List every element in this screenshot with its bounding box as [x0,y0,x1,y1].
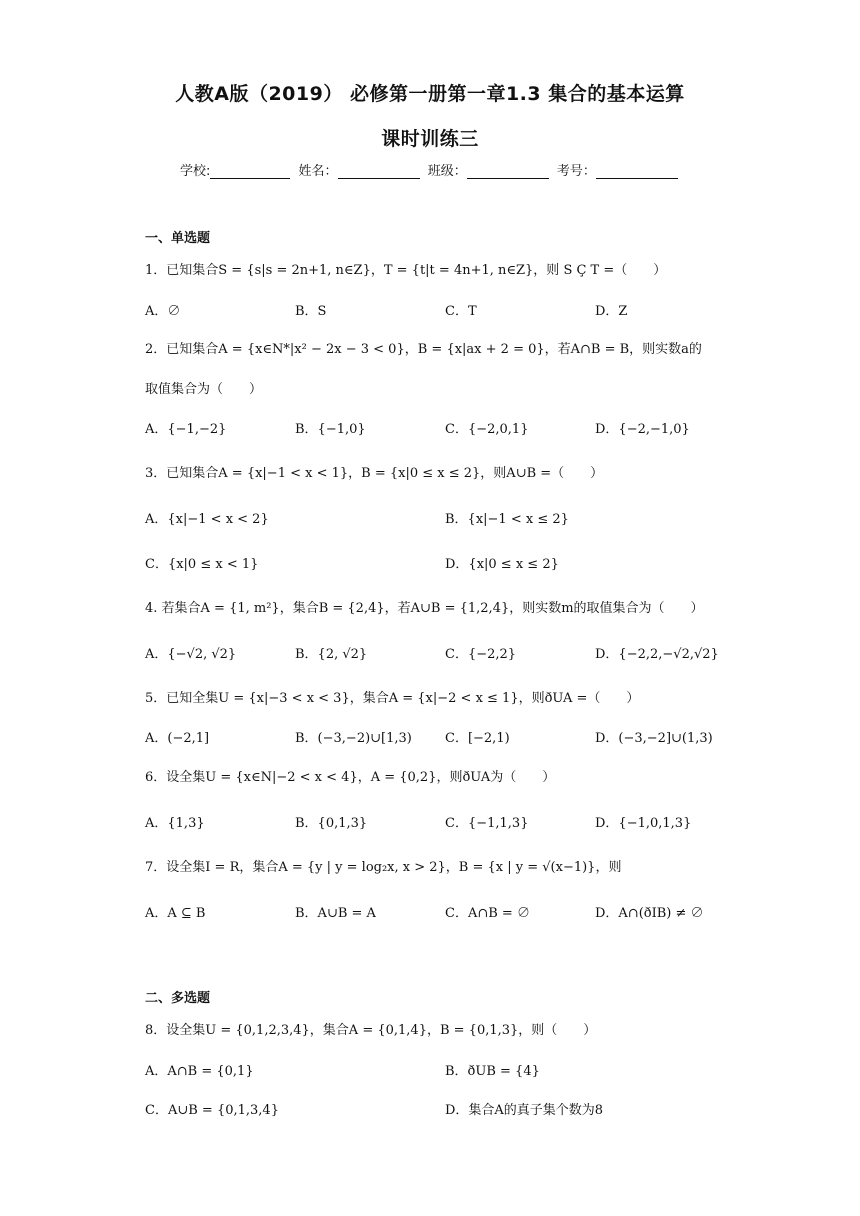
question-4-option-d: D．{−2,2,−√2,√2} [595,647,719,662]
section-heading-single: 一、单选题 [145,231,211,246]
question-6-option-d: D．{−1,0,1,3} [595,816,692,831]
question-8-option-a: A．A∩B = {0,1} [145,1064,254,1079]
school-label: 学校: [180,164,211,179]
question-2-stem-continued: 取值集合为（ ） [145,382,263,397]
question-4-stem: 4. 若集合A = {1, m²}，集合B = {2,4}，若A∪B = {1,2,4}，则实数m的取值集合为（ ） [145,601,704,616]
document-title: 人教A版（2019） 必修第一册第一章1.3 集合的基本运算 [175,83,685,105]
question-2-option-d: D．{−2,−1,0} [595,422,690,437]
question-8-option-b: B．ðUB = {4} [445,1064,540,1079]
question-2-stem: 2．已知集合A = {x∈N*|x² − 2x − 3 < 0}，B = {x|ax + 2 = 0}，若A∩B = B，则实数a的 [145,342,702,357]
question-7-option-c: C．A∩B = ∅ [445,906,530,921]
question-2-option-a: A．{−1,−2} [145,422,227,437]
exam-no-blank [596,164,678,179]
question-3-option-d: D．{x|0 ≤ x ≤ 2} [445,557,559,572]
question-3-option-c: C．{x|0 ≤ x < 1} [145,557,259,572]
question-6-option-c: C．{−1,1,3} [445,816,529,831]
question-8-stem: 8．设全集U = {0,1,2,3,4}，集合A = {0,1,4}，B = {0,1,3}，则（ ） [145,1023,597,1038]
section-heading-multi: 二、多选题 [145,991,211,1006]
question-1-option-a: A．∅ [145,304,181,319]
class-blank [467,164,549,179]
question-7-option-d: D．A∩(ðIB) ≠ ∅ [595,906,704,921]
name-blank [338,164,420,179]
question-5-option-d: D．(−3,−2]∪(1,3) [595,731,713,746]
question-3-option-b: B．{x|−1 < x ≤ 2} [445,512,569,527]
question-2-option-b: B．{−1,0} [295,422,366,437]
question-6-stem: 6．设全集U = {x∈N|−2 < x < 4}，A = {0,2}，则ðUA为（ ） [145,770,556,785]
exam-no-label: 考号： [556,164,596,179]
question-1-option-c: C．T [445,304,477,319]
question-2-option-c: C．{−2,0,1} [445,422,529,437]
student-info-row [180,160,682,179]
question-1-stem: 1．已知集合S = {s|s = 2n+1, n∈Z}，T = {t|t = 4n+1, n∈Z}，则 S Ç T =（ ） [145,263,667,278]
document-subtitle: 课时训练三 [381,128,479,150]
question-7-option-a: A．A ⊆ B [145,906,206,921]
question-7-stem: 7．设全集I = R，集合A = {y | y = log₂x, x > 2}，B = {x | y = √(x−1)}，则 [145,860,622,875]
question-3-stem: 3．已知集合A = {x|−1 < x < 1}，B = {x|0 ≤ x ≤ 2}，则A∪B =（ ） [145,466,604,481]
question-6-option-a: A．{1,3} [145,816,205,831]
question-3-option-a: A．{x|−1 < x < 2} [145,512,269,527]
question-5-option-c: C．[−2,1) [445,731,510,746]
question-1-option-b: B．S [295,304,327,319]
question-7-option-b: B．A∪B = A [295,906,376,921]
question-5-stem: 5．已知全集U = {x|−3 < x < 3}，集合A = {x|−2 < x ≤ 1}，则ðUA =（ ） [145,691,640,706]
class-label: 班级： [427,164,467,179]
question-4-option-b: B．{2, √2} [295,647,368,662]
question-4-option-c: C．{−2,2} [445,647,517,662]
question-5-option-a: A．(−2,1] [145,731,210,746]
question-4-option-a: A．{−√2, √2} [145,647,237,662]
question-6-option-b: B．{0,1,3} [295,816,368,831]
question-8-option-d: D．集合A的真子集个数为8 [445,1103,604,1118]
question-8-option-c: C．A∪B = {0,1,3,4} [145,1103,279,1118]
name-label: 姓名： [298,164,338,179]
school-blank [210,164,290,179]
question-1-option-d: D．Z [595,304,628,319]
question-5-option-b: B．(−3,−2)∪[1,3) [295,731,412,746]
